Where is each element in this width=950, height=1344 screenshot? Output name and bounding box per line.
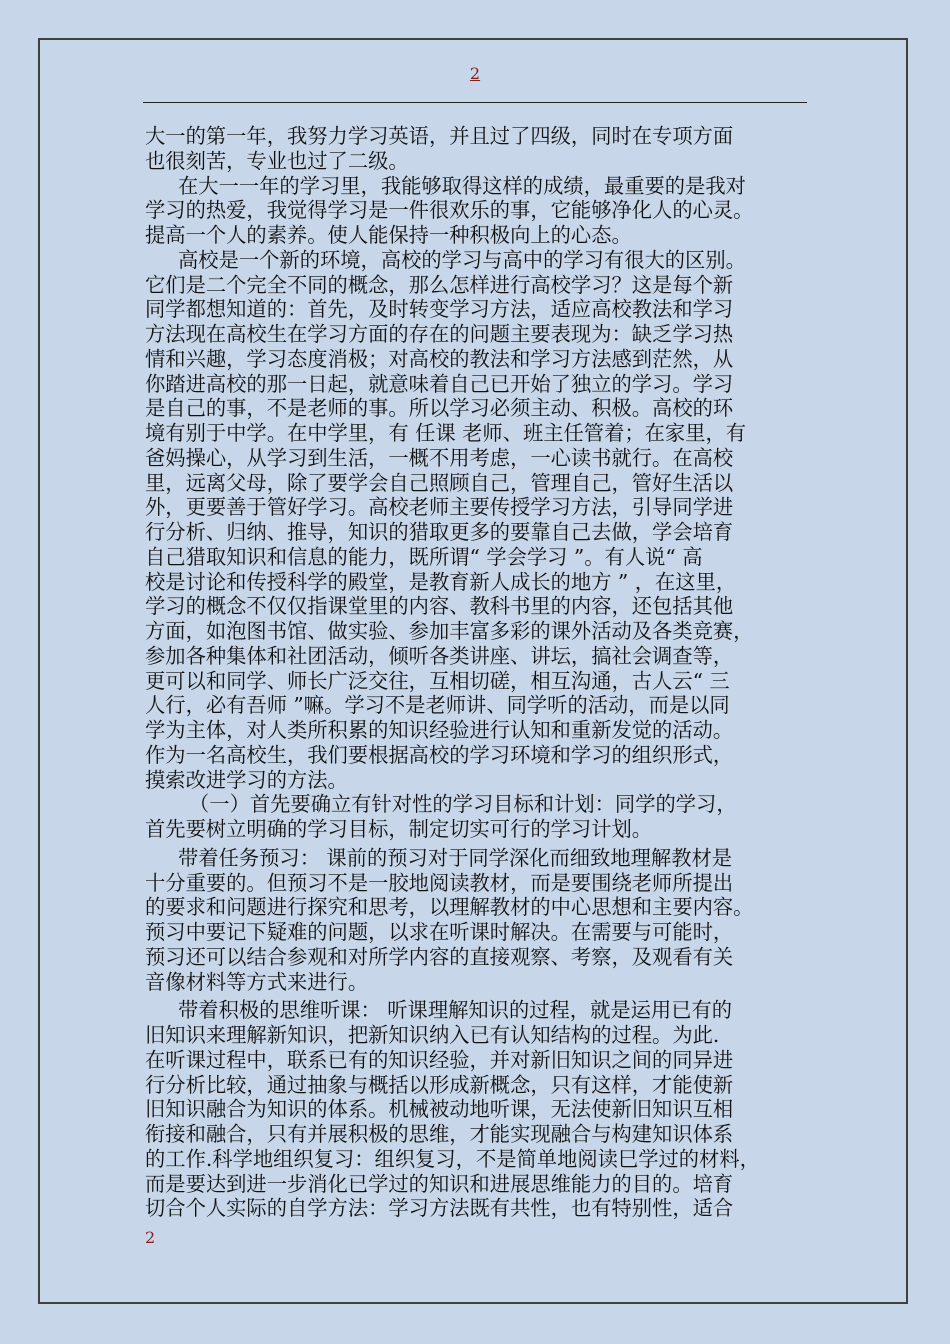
header-page-number xyxy=(0,64,950,83)
paragraph-3: 高校是一个新的环境，高校的学习与高中的学习有很大的区别。 它们是二个完全不同的概念，那么怎样进行高校学习？这是每个新 同学都想知道的：首先，及时转变学习方法，适应高校教法和学习 方法现在高校生在学习方面的存在的问题主要表现为：缺乏学习热 情和兴趣，学习态度消极；对高校的教法和学习方法感到茫然，从 你踏进高校的那一日起，就意味着自己已开始了独立的学习。学习 是自己的事，不是老师的事。所以学习必须主动、积极。高校的环 境有别于中学。在中学里，有 任课 老师、班主任管着；在家里，有 爸妈操心，从学习到生活，一概不用考虑，一心读书就行。在高校 里，远离父母，除了要学会自己照顾自己，管理自己，管好生活以 外，更要善于管好学习。高校老师主要传授学习方法，引导同学进 行分析、归纳、推导，知识的猎取更多的要靠自己去做，学会培育 自己猎取知识和信息的能力，既所谓“ 学会学习 ”。有人说“ 高 校是讨论和传授科学的殿堂，是教育新人成长的地方 ” ，在这里， 学习的概念不仅仅指课堂里的内容、教科书里的内容，还包括其他 方面，如泡图书馆、做实验、参加丰富多彩的课外活动及各类竞赛， 参加各种集体和社团活动，倾听各类讲座、讲坛，搞社会调查等， 更可以和同学、师长广泛交往，互相切磋，相互沟通，古人云“ 三 人行，必有吾师 ”嘛。学习不是老师讲、同学听的活动，而是以同 学为主体，对人类所积累的知识经验进行认知和重新发觉的活动。 作为一名高校生，我们要根据高校的学习环境和学习的组织形式， 摸索改进学习的方法。 xyxy=(145,247,754,792)
paragraph-2: 在大一一年的学习里，我能够取得这样的成绩，最重要的是我对 学习的热爱，我觉得学习是一件很欢乐的事，它能够净化人的心灵。 提高一个人的素养。使人能保持一种积极向上的心态。 xyxy=(145,173,754,247)
paragraph-6: 带着积极的思维听课： 听课理解知识的过程，就是运用已有的 旧知识来理解新知识，把新知识纳入已有认知结构的过程。为此. 在听课过程中，联系已有的知识经验，并对新旧知识之间的同异进 行分析比较，通过抽象与概括以形成新概念，只有这样，才能使新 旧知识融合为知识的体系。机械被动地听课，无法使新旧知识互相 衔接和融合，只有并展积极的思维，才能实现融合与构建知识体系 的工作.科学地组织复习：组织复习，不是简单地阅读巳学过的材料， 而是要达到进一步消化已学过的知识和进展思维能力的目的。培育 切合个人实际的自学方法：学习方法既有共性，也有特别性，适合 xyxy=(145,998,760,1221)
paragraph-1: 大一的第一年，我努力学习英语，并且过了四级，同时在专项方面 也很刻苦，专业也过了二级。 xyxy=(145,124,734,173)
header-rule xyxy=(143,102,807,103)
document-body xyxy=(145,124,813,1221)
footer-page-number: 2 xyxy=(145,1228,156,1247)
paragraph-5: 带着任务预习： 课前的预习对于同学深化而细致地理解教材是 十分重要的。但预习不是一胶地阅读教材，而是要围绕老师所提出 的要求和问题进行探究和思考，以理解教材的中心思想和主要内容。 预习中要记下疑难的问题，以求在听课时解决。在需要与可能时， 预习还可以结合参观和对所学内容的直接观察、考察，及观看有关 音像材料等方式来进行。 xyxy=(145,845,754,994)
header-page-number-text: 2 xyxy=(469,64,481,83)
paragraph-4: （一）首先要确立有针对性的学习目标和计划：同学的学习， 首先要树立明确的学习目标，制定切实可行的学习计划。 xyxy=(145,792,737,841)
